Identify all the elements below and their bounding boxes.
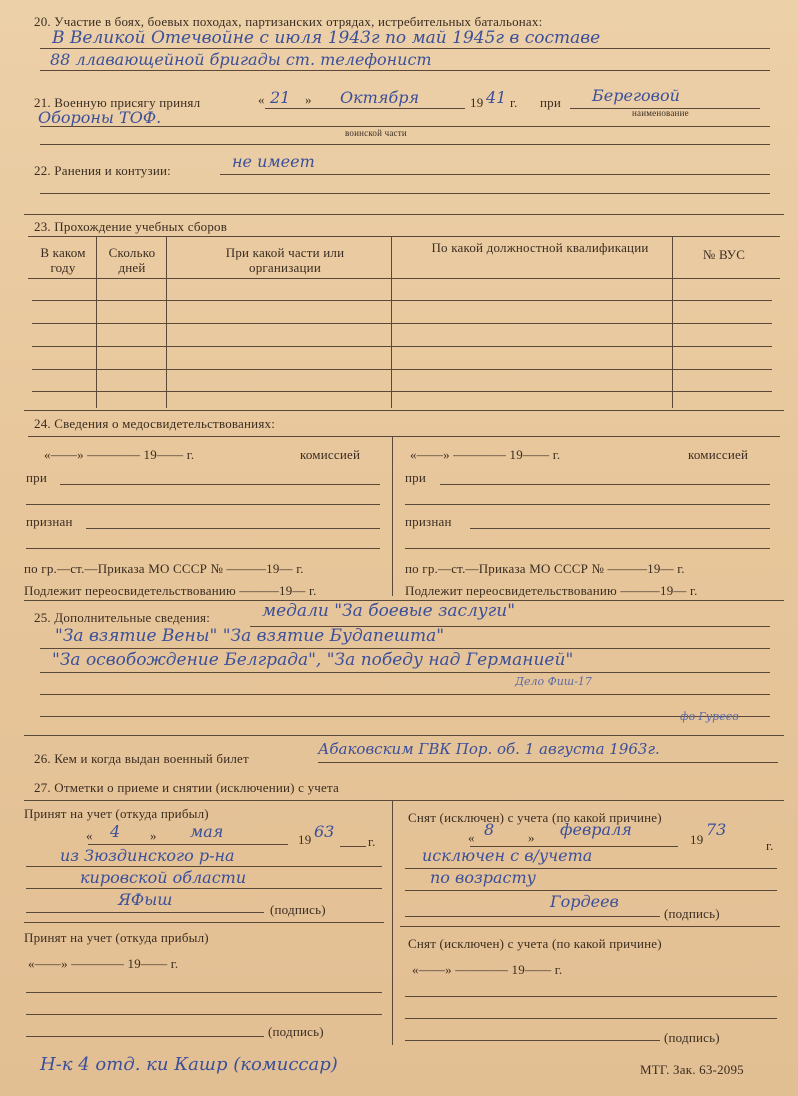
section-25-handwriting-line2: "За взятие Вены" "За взятие Будапешта" <box>55 626 445 646</box>
deregistration-year: 73 <box>706 820 727 839</box>
rule <box>40 648 770 649</box>
footer-handwritten-signature: Н-к 4 отд. ки Кашр (комиссар) <box>40 1054 338 1075</box>
medcheck-right-komissiey: комиссией <box>688 447 749 462</box>
section-26-label: 26. Кем и когда выдан военный билет <box>34 751 249 766</box>
section-21-quote: » <box>305 92 312 107</box>
section-21-day: 21 <box>270 88 291 107</box>
section-20-handwriting-line1: В Великой Отечвойне с июля 1943г по май 1945г в составе <box>52 28 601 48</box>
table-col-divider <box>96 236 97 408</box>
rule <box>28 436 780 437</box>
rule <box>265 108 465 109</box>
section-22-label: 22. Ранения и контузии: <box>34 163 171 178</box>
rule <box>405 1040 660 1041</box>
section-25-label: 25. Дополнительные сведения: <box>34 610 211 625</box>
section-20-handwriting-line2: 88 ллавающейной бригады ст. телефонист <box>50 50 432 69</box>
medcheck-left-po-gr: по гр.—ст.—Приказа МО СССР № ———19— г. <box>24 561 304 576</box>
registration-in-g: г. <box>368 834 376 849</box>
deregistration-2-label: Снят (исключен) с учета (по какой причине) <box>408 936 662 951</box>
section-divider <box>24 735 784 736</box>
medcheck-right-podlezhit: Подлежит переосвидетельствованию ———19— г. <box>405 583 698 598</box>
rule <box>405 916 660 917</box>
registration-in-2-date: «——» ———— 19—— г. <box>28 956 179 971</box>
quote: « <box>468 830 475 845</box>
deregistration-month: февраля <box>560 820 632 839</box>
registration-in-2-label: Принят на учет (откуда прибыл) <box>24 930 209 945</box>
rule <box>40 126 770 127</box>
rule <box>40 672 770 673</box>
rule <box>470 528 770 529</box>
rule <box>40 48 770 49</box>
registration-in-podpis: (подпись) <box>270 902 326 917</box>
rule <box>26 888 382 889</box>
rule <box>405 504 770 505</box>
table-row-rule <box>32 323 772 324</box>
medcheck-left-date: «——» ———— 19—— г. <box>44 447 195 462</box>
section-25-small-note: Дело Фиш-17 <box>515 675 592 688</box>
section-21-year-prefix: 19 <box>470 95 484 110</box>
section-21-quote: « <box>258 92 265 107</box>
section-divider <box>24 410 784 411</box>
rule <box>405 548 770 549</box>
medcheck-left-podlezhit: Подлежит переосвидетельствованию ———19— г. <box>24 583 317 598</box>
deregistration-2-podpis: (подпись) <box>664 1030 720 1045</box>
section-divider <box>24 214 784 215</box>
quote: « <box>86 828 93 843</box>
medcheck-right-po-gr: по гр.—ст.—Приказа МО СССР № ———19— г. <box>405 561 685 576</box>
registration-in-year-prefix: 19 <box>298 832 312 847</box>
rule <box>26 548 380 549</box>
rule <box>340 846 366 847</box>
table-row-rule <box>32 346 772 347</box>
table-row-rule <box>32 391 772 392</box>
section-21-vch-caption: воинской части <box>345 128 407 138</box>
registration-in-2-podpis: (подпись) <box>268 1024 324 1039</box>
rule <box>40 70 770 71</box>
table-col-divider <box>166 236 167 408</box>
deregistration-reason-line2: по возрасту <box>430 868 536 887</box>
medcheck-left-priznan: признан <box>26 514 73 529</box>
deregistration-label: Снят (исключен) с учета (по какой причине) <box>408 810 662 825</box>
section-26-handwriting: Абаковским ГВК Пор. об. 1 августа 1963г. <box>318 740 660 758</box>
rule <box>88 844 288 845</box>
medcheck-left-komissiey: комиссией <box>300 447 361 462</box>
rule <box>405 890 777 891</box>
deregistration-year-prefix: 19 <box>690 832 704 847</box>
rule <box>405 996 777 997</box>
section-24-divider <box>392 436 393 596</box>
section-27-divider <box>392 800 393 1045</box>
registration-in-origin-line1: из Зюздинского р-на <box>60 846 235 865</box>
rule <box>26 1014 382 1015</box>
deregistration-2-date: «——» ———— 19—— г. <box>412 962 563 977</box>
registration-in-origin-line2: кировской области <box>80 868 247 887</box>
rule <box>24 800 784 801</box>
table-col-divider <box>391 236 392 408</box>
rule <box>40 694 770 695</box>
rule <box>40 193 770 194</box>
section-21-pri: при <box>540 95 562 110</box>
section-22-handwriting: не имеет <box>232 152 315 171</box>
registration-in-year: 63 <box>314 822 335 841</box>
section-25-handwriting-line3: "За освобождение Белграда", "За победу над Германией" <box>52 650 574 670</box>
section-21-year-suffix: г. <box>510 95 518 110</box>
medcheck-right-date: «——» ———— 19—— г. <box>410 447 561 462</box>
quote: » <box>150 828 157 843</box>
section-25-signature: фв Гуреев <box>680 710 739 723</box>
section-21-naim-caption: наименование <box>632 108 689 118</box>
rule <box>40 716 770 717</box>
rule <box>400 926 780 927</box>
section-20-label: 20. Участие в боях, боевых походах, партизанских отрядах, истребительных батальонах: <box>34 14 543 29</box>
deregistration-podpis: (подпись) <box>664 906 720 921</box>
deregistration-signature: Гордеев <box>550 892 619 911</box>
rule <box>24 922 384 923</box>
section-25-handwriting-line1: медали "За боевые заслуги" <box>262 601 516 621</box>
footer-print-code: МТГ. Зак. 63-2095 <box>640 1062 744 1077</box>
rule <box>220 174 770 175</box>
table-header-days: Сколько дней <box>108 245 156 275</box>
quote: » <box>528 830 535 845</box>
section-24-label: 24. Сведения о медосвидетельствованиях: <box>34 416 276 431</box>
rule <box>26 912 264 913</box>
registration-in-label: Принят на учет (откуда прибыл) <box>24 806 209 821</box>
section-23-label: 23. Прохождение учебных сборов <box>34 219 228 234</box>
rule <box>26 504 380 505</box>
table-header-qualification: По какой должностной квалификации <box>431 240 649 255</box>
table-header-rule <box>28 278 780 279</box>
section-21-label: 21. Военную присягу принял <box>34 95 201 110</box>
section-21-year: 41 <box>486 88 507 107</box>
table-header-vus: № ВУС <box>702 247 746 262</box>
table-header-year: В каком году <box>40 245 86 275</box>
table-header-unit: При какой части или организации <box>225 245 345 275</box>
medcheck-left-pri: при <box>26 470 48 485</box>
section-21-unit-line2: Обороны ТОФ. <box>38 108 162 127</box>
table-row-rule <box>32 369 772 370</box>
registration-in-day: 4 <box>110 822 121 841</box>
registration-in-signature: ЯФыш <box>118 890 173 909</box>
rule <box>26 992 382 993</box>
registration-in-month: мая <box>190 822 224 841</box>
rule <box>40 144 770 145</box>
rule <box>26 1036 264 1037</box>
table-row-rule <box>32 300 772 301</box>
rule <box>26 866 382 867</box>
deregistration-reason-line1: исключен с в/учета <box>422 846 593 865</box>
section-21-unit-line1: Береговой <box>592 86 680 105</box>
rule <box>318 762 778 763</box>
medcheck-right-priznan: признан <box>405 514 452 529</box>
deregistration-day: 8 <box>484 820 495 839</box>
medcheck-right-pri: при <box>405 470 427 485</box>
section-21-month: Октября <box>340 88 420 107</box>
table-col-divider <box>672 236 673 408</box>
table-top-rule <box>28 236 780 237</box>
deregistration-g: г. <box>766 838 774 853</box>
section-27-label: 27. Отметки о приеме и снятии (исключении) с учета <box>34 780 339 795</box>
rule <box>86 528 380 529</box>
rule <box>60 484 380 485</box>
rule <box>440 484 770 485</box>
rule <box>405 1018 777 1019</box>
